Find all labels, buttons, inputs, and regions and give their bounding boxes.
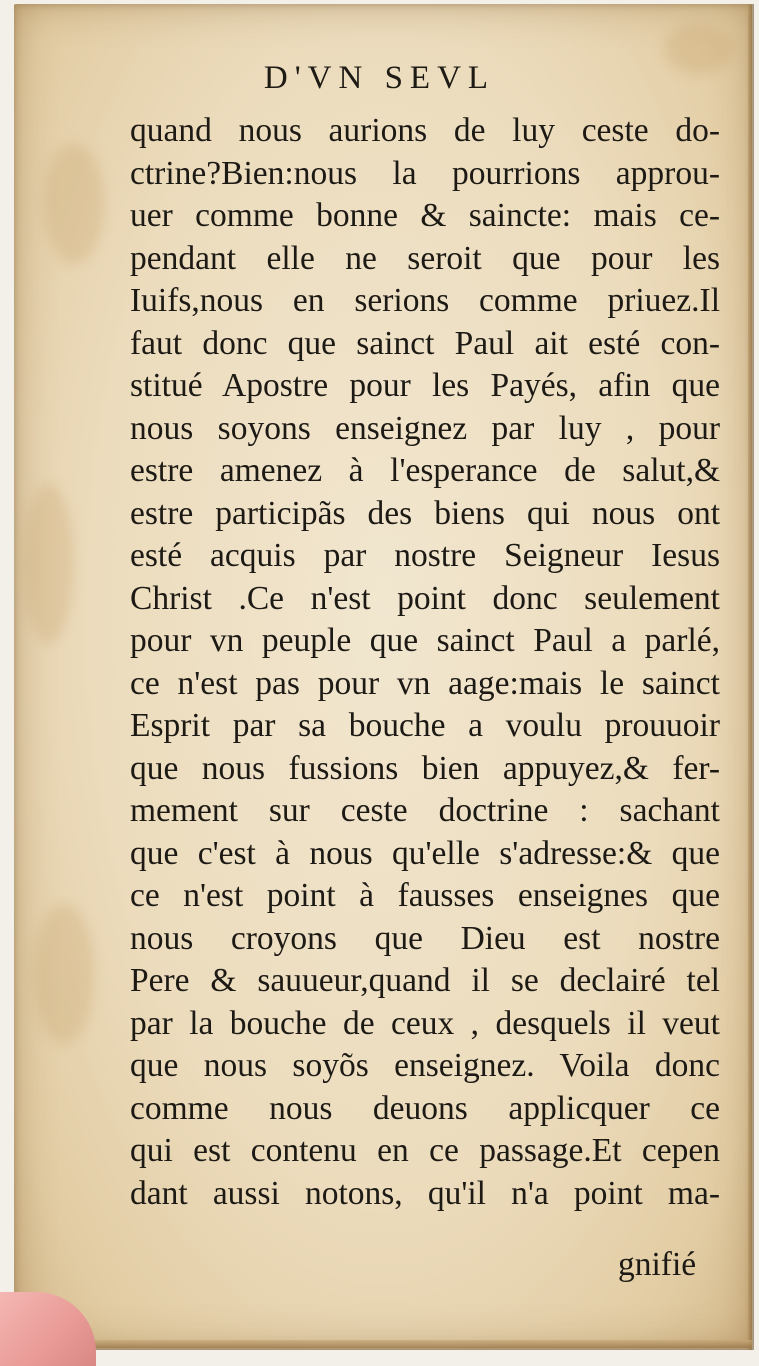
text-line: qui est contenu en ce passage.Et cepen — [130, 1132, 720, 1169]
paper-stain — [34, 904, 94, 1044]
page-edge-bottom — [14, 1340, 752, 1350]
paper-stain — [44, 144, 104, 264]
text-line: esté acquis par nostre Seigneur Iesus — [130, 537, 720, 574]
text-line: Pere & sauueur,quand il se declairé tel — [130, 962, 720, 999]
text-line: nous soyons enseignez par luy , pour — [130, 409, 720, 447]
text-line: Christ .Ce n'est point donc seulement — [130, 579, 720, 617]
text-line: quand nous aurions de luy ceste do- — [130, 112, 720, 149]
text-line: uer comme bonne & saincte: mais ce- — [130, 197, 720, 234]
text-line: faut donc que sainct Paul ait esté con- — [130, 324, 720, 362]
text-line: Esprit par sa bouche a voulu prouuoir — [130, 707, 720, 744]
text-line: ce n'est pas pour vn aage:mais le sainct — [130, 664, 720, 702]
text-line: estre amenez à l'esperance de salut,& — [130, 452, 720, 489]
text-line: nous croyons que Dieu est nostre — [130, 919, 720, 957]
text-line: pour vn peuple que sainct Paul a parlé, — [130, 622, 720, 659]
text-line: que nous soyõs enseignez. Voila donc — [130, 1047, 720, 1084]
text-line: que c'est à nous qu'elle s'adresse:& que — [130, 834, 720, 872]
text-line: Iuifs,nous en serions comme priuez.Il — [130, 282, 720, 319]
text-line: stitué Apostre pour les Payés, afin que — [130, 367, 720, 404]
catchword: gnifié — [618, 1246, 697, 1283]
text-line: ce n'est point à fausses enseignes que — [130, 877, 720, 914]
text-line: que nous fussions bien appuyez,& fer- — [130, 749, 720, 787]
text-line: comme nous deuons applicquer ce — [130, 1089, 720, 1127]
text-line: dant aussi notons, qu'il n'a point ma- — [130, 1174, 720, 1212]
text-line: mement sur ceste doctrine : sachant — [130, 792, 720, 829]
text-line: ctrine?Bien:nous la pourrions approu- — [130, 154, 720, 192]
paper-stain — [24, 484, 74, 644]
body-text — [130, 110, 720, 1215]
running-head: D'VN SEVL — [263, 60, 496, 96]
text-line: pendant elle ne seroit que pour les — [130, 239, 720, 277]
text-line: par la bouche de ceux , desquels il veut — [130, 1004, 720, 1042]
page-edge-right — [748, 4, 754, 1350]
text-line: estre participãs des biens qui nous ont — [130, 494, 720, 532]
